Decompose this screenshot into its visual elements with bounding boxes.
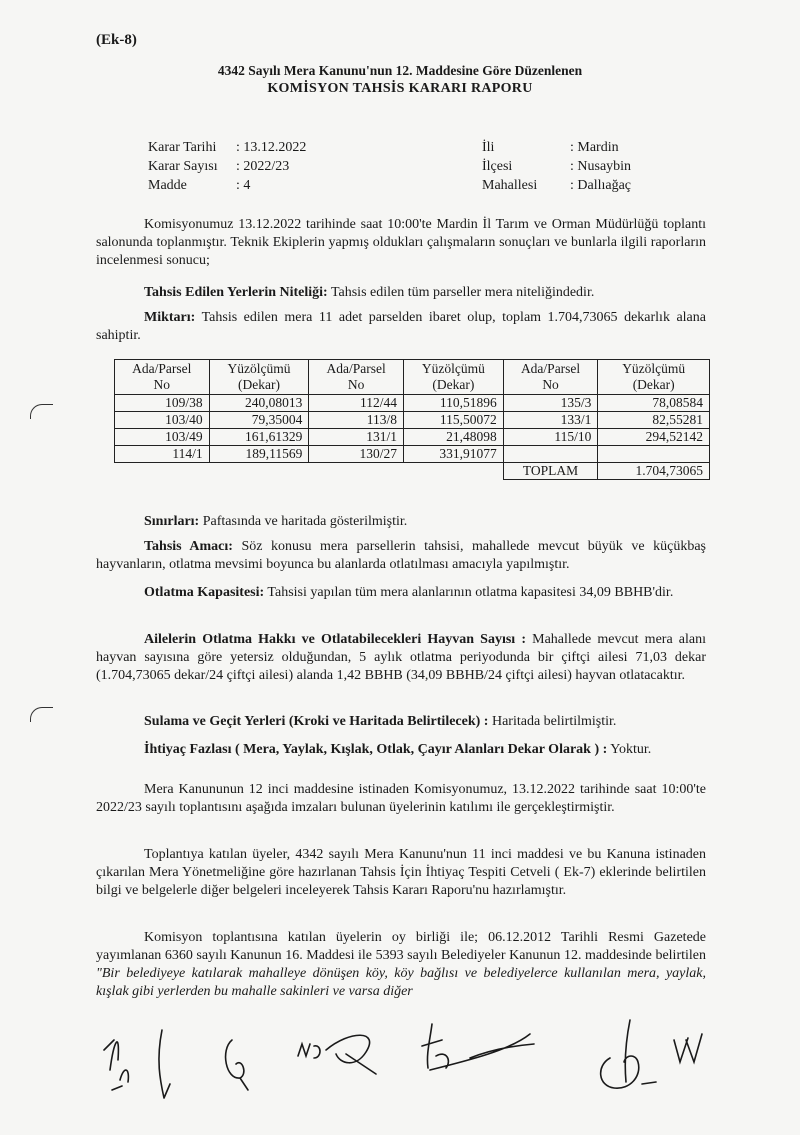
meta-label: Mahallesi <box>482 178 538 193</box>
table-cell: 131/1 <box>309 429 404 446</box>
signature-4 <box>298 1035 376 1074</box>
table-cell <box>403 463 503 480</box>
meta-value: : 13.12.2022 <box>236 140 307 155</box>
meta-row <box>482 138 631 157</box>
signature-3 <box>226 1040 248 1090</box>
signature-7 <box>674 1034 702 1062</box>
table-cell: 109/38 <box>115 395 210 412</box>
total-value: 1.704,73065 <box>598 463 710 480</box>
ihtiyac-text: Yoktur. <box>607 742 652 757</box>
sulama-label: Sulama ve Geçit Yerleri (Kroki ve Haritada Belirtilecek) : <box>144 714 489 729</box>
annex-label: (Ek-8) <box>96 32 137 48</box>
amaci-paragraph <box>96 538 706 574</box>
col-header: Ada/Parsel No <box>115 360 210 395</box>
amaci-text: Söz konusu mera parsellerin tahsisi, mahallede mevcut büyük ve küçükbaş hayvanların, otlatma mevsimi boyunca bu alanlarda otlatılması amacıyla yapılmıştır. <box>96 539 706 572</box>
oy-paragraph <box>96 929 706 1001</box>
signature-2 <box>159 1030 170 1098</box>
col-header: Ada/Parsel No <box>503 360 598 395</box>
table-cell <box>309 463 404 480</box>
meta-row <box>148 138 306 157</box>
table-cell: 161,61329 <box>209 429 309 446</box>
table-cell: 79,35004 <box>209 412 309 429</box>
miktar-paragraph <box>96 309 706 345</box>
sinirlari-paragraph <box>96 513 706 531</box>
table-row <box>115 395 710 412</box>
sinirlari-text: Paftasında ve haritada gösterilmiştir. <box>199 514 408 529</box>
table-cell: 114/1 <box>115 446 210 463</box>
meta-left <box>148 138 306 195</box>
table-cell: 103/49 <box>115 429 210 446</box>
table-cell: 130/27 <box>309 446 404 463</box>
total-label: TOPLAM <box>503 463 598 480</box>
meta-row <box>148 176 306 195</box>
signature-5 <box>422 1024 534 1070</box>
parcel-table <box>114 359 710 480</box>
meta-row <box>482 157 631 176</box>
col-header: Yüzölçümü (Dekar) <box>209 360 309 395</box>
table-row <box>115 429 710 446</box>
table-cell: 82,55281 <box>598 412 710 429</box>
meta-value: : Mardin <box>570 140 619 155</box>
table-cell: 115/10 <box>503 429 598 446</box>
title-line-2: KOMİSYON TAHSİS KARARI RAPORU <box>267 81 533 96</box>
table-cell <box>209 463 309 480</box>
aileler-label: Ailelerin Otlatma Hakkı ve Otlatabilecekleri Hayvan Sayısı : <box>144 632 526 647</box>
col-header: Yüzölçümü (Dekar) <box>403 360 503 395</box>
table-cell: 113/8 <box>309 412 404 429</box>
table-cell: 115,50072 <box>403 412 503 429</box>
meta-right <box>482 138 631 195</box>
title-line-1: 4342 Sayılı Mera Kanunu'nun 12. Maddesine Göre Düzenlenen <box>217 63 583 78</box>
table-cell: 135/3 <box>503 395 598 412</box>
kapasite-paragraph <box>96 584 706 602</box>
sulama-text: Haritada belirtilmiştir. <box>488 714 617 729</box>
kapasite-label: Otlatma Kapasitesi: <box>144 585 265 600</box>
meta-value: : Nusaybin <box>570 159 632 174</box>
meta-row <box>482 176 631 195</box>
miktar-text: Tahsis edilen mera 11 adet parselden ibaret olup, toplam 1.704,73065 dekarlık alana sahiptir. <box>96 310 706 343</box>
meta-row <box>148 157 306 176</box>
sinirlari-label: Sınırları: <box>144 514 200 529</box>
intro-paragraph: Komisyonumuz 13.12.2022 tarihinde saat 10:00'te Mardin İl Tarım ve Orman Müdürlüğü toplantı salonunda toplanmıştır. Teknik Ekiplerin yapmış oldukları çalışmaların sonuçları ve bunlarla ilgili raporların incelenmesi sonucu; <box>96 217 706 268</box>
table-cell: 110,51896 <box>403 395 503 412</box>
table-cell: 21,48098 <box>403 429 503 446</box>
kapasite-text: Tahsisi yapılan tüm mera alanlarının otlatma kapasitesi 34,09 BBHB'dir. <box>264 585 674 600</box>
ihtiyac-label: İhtiyaç Fazlası ( Mera, Yaylak, Kışlak, Otlak, Çayır Alanları Dekar Olarak ) : <box>144 742 608 757</box>
sulama-paragraph <box>96 713 706 731</box>
table-cell: 331,91077 <box>403 446 503 463</box>
table-cell: 78,08584 <box>598 395 710 412</box>
table-header-row <box>115 360 710 395</box>
meta-label: Karar Tarihi <box>148 140 217 155</box>
ihtiyac-paragraph <box>96 741 706 759</box>
table-cell <box>503 446 598 463</box>
uyeler-paragraph: Toplantıya katılan üyeler, 4342 sayılı Mera Kanunu'nun 11 inci maddesi ve bu Kanuna istinaden çıkarılan Mera Yönetmeliğine göre hazırlanan Tahsis İçin İhtiyaç Tespiti Cetveli ( Ek-7) eklerinde belirtilen bilgi ve belgelerle diğer belgeleri inceleyerek Tahsis Kararı Raporu'nu hazırlamıştır. <box>96 847 706 898</box>
amaci-label: Tahsis Amacı: <box>144 539 233 554</box>
aileler-text: Mahallede mevcut mera alanı hayvan sayısına göre yetersiz olduğundan, 5 aylık otlatma periyodunda bir çiftçi ailesi 71,03 dekar (1.704,73065 dekar/24 çiftçi ailesi) alanda 1,42 BBHB (34,09 BBHB/24 çiftçi ailesi) hayvan otlatacaktır. <box>96 632 706 683</box>
table-cell: 103/40 <box>115 412 210 429</box>
table-row <box>115 412 710 429</box>
nitelik-label: Tahsis Edilen Yerlerin Niteliği: <box>144 285 328 300</box>
table-cell: 240,08013 <box>209 395 309 412</box>
col-header: Yüzölçümü (Dekar) <box>598 360 710 395</box>
meta-label: İlçesi <box>482 159 513 174</box>
meta-value: : 4 <box>236 178 251 193</box>
meta-value: : Dallıağaç <box>570 178 632 193</box>
meta-label: Madde <box>148 178 187 193</box>
aileler-paragraph <box>96 631 706 685</box>
signatures-row <box>90 1010 730 1110</box>
margin-mark <box>30 404 53 419</box>
signature-6 <box>601 1020 656 1088</box>
table-row <box>115 446 710 463</box>
col-header: Ada/Parsel No <box>309 360 404 395</box>
miktar-label: Miktarı: <box>144 310 196 325</box>
table-cell: 294,52142 <box>598 429 710 446</box>
toplanti-paragraph: Mera Kanununun 12 inci maddesine istinaden Komisyonumuz, 13.12.2022 tarihinde saat 10:00'te 2022/23 sayılı toplantısını aşağıda imzaları bulunan üyelerinin katılımı ile gerçekleştirmiştir. <box>96 782 706 815</box>
signature-1 <box>104 1040 128 1090</box>
nitelik-text: Tahsis edilen tüm parseller mera niteliğindedir. <box>327 285 595 300</box>
oy-text: Komisyon toplantısına katılan üyelerin oy birliği ile; 06.12.2012 Tarihli Resmi Gazetede yayımlanan 6360 sayılı Kanunun 16. Maddesi ile 5393 sayılı Belediyeler Kanunun 12. maddesinde belirtilen <box>96 930 706 963</box>
table-cell: 112/44 <box>309 395 404 412</box>
oy-quote: "Bir belediyeye katılarak mahalleye dönüşen köy, köy bağlısı ve belediyelerce kullanılan mera, yaylak, kışlak gibi yerlerden bu mahalle sakinleri ve varsa diğer <box>96 966 706 999</box>
meta-label: Karar Sayısı <box>148 159 218 174</box>
margin-mark <box>30 707 53 722</box>
table-cell: 133/1 <box>503 412 598 429</box>
table-cell <box>598 446 710 463</box>
nitelik-paragraph <box>96 284 706 302</box>
table-cell: 189,11569 <box>209 446 309 463</box>
meta-value: : 2022/23 <box>236 159 290 174</box>
table-cell <box>115 463 210 480</box>
table-total-row <box>115 463 710 480</box>
meta-label: İli <box>482 140 495 155</box>
